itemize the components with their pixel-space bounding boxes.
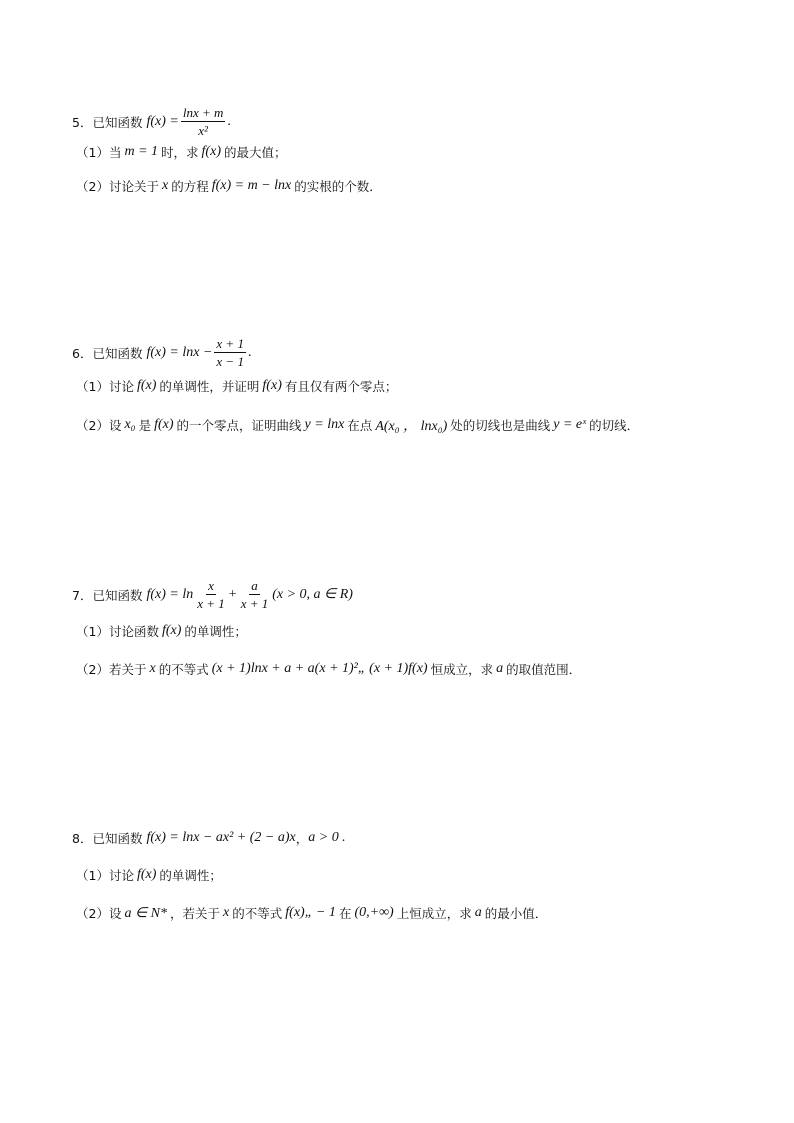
problem-7-part-2 <box>76 660 581 678</box>
part-text: 的单调性； <box>184 624 247 639</box>
part-text: 若关于 <box>108 662 147 677</box>
part-math: (x + 1)lnx + a + a(x + 1)²„ (x + 1)f(x) <box>211 661 428 676</box>
part-text: 有且仅有两个零点； <box>284 379 398 394</box>
part-text: 的一个零点，证明曲线 <box>176 418 302 433</box>
problem-5-part-2 <box>76 177 382 195</box>
separator: ， <box>295 831 309 846</box>
problem-intro: 已知函数 <box>92 587 143 603</box>
part-label: （2） <box>76 179 109 194</box>
problem-6-statement <box>72 336 251 369</box>
problem-6-part-1 <box>76 377 397 395</box>
problem-number: 7． <box>72 587 93 603</box>
part-math: x₀ <box>124 417 136 432</box>
part-label: （2） <box>76 906 109 921</box>
function-definition: f(x) = lnx − ax² + (2 − a)x <box>146 830 296 845</box>
part-label: （1） <box>76 624 109 639</box>
part-text: 设 <box>108 418 122 433</box>
part-text: 当 <box>108 145 122 160</box>
part-text: ，若关于 <box>170 906 221 921</box>
problem-intro: 已知函数 <box>92 114 143 130</box>
fraction-denominator: x + 1 <box>240 596 269 611</box>
part-math: a <box>496 661 504 676</box>
part-label: （1） <box>76 868 109 883</box>
part-label: （1） <box>76 379 109 394</box>
part-text: 是 <box>138 418 152 433</box>
part-label: （1） <box>76 145 109 160</box>
part-math: m = 1 <box>124 144 159 159</box>
part-text: 的实根的个数． <box>294 179 382 194</box>
part-math: y = eˣ <box>553 417 587 432</box>
problem-number: 5． <box>72 114 93 130</box>
part-text: 讨论函数 <box>108 624 159 639</box>
problem-8-part-1 <box>76 866 222 884</box>
problem-intro: 已知函数 <box>92 345 143 361</box>
problem-intro: 已知函数 <box>92 831 143 846</box>
part-text: 的单调性，并证明 <box>159 379 260 394</box>
fraction-denominator: x − 1 <box>216 354 244 369</box>
part-text: 的最大值； <box>223 145 287 160</box>
part-math: f(x) <box>154 417 174 432</box>
part-math: f(x)„ − 1 <box>285 905 336 920</box>
problem-number: 8． <box>72 831 93 846</box>
part-text: 讨论关于 <box>108 179 159 194</box>
part-text: 讨论 <box>108 868 134 883</box>
part-math: f(x) <box>161 623 182 638</box>
statement-end: . <box>247 344 252 360</box>
part-text: 的最小值． <box>484 906 548 921</box>
fraction-numerator: lnx + m <box>182 105 224 120</box>
fraction <box>214 336 246 369</box>
part-math: f(x) <box>136 378 157 393</box>
part-label: （2） <box>76 662 109 677</box>
function-lhs: f(x) = lnx − <box>146 344 213 360</box>
part-text: 的不等式 <box>158 662 209 677</box>
fraction <box>195 578 227 611</box>
part-text: 处的切线也是曲线 <box>450 418 551 433</box>
part-text: 设 <box>108 906 122 921</box>
part-text: 上恒成立，求 <box>396 906 472 921</box>
problem-8-statement <box>72 829 345 847</box>
part-math: f(x) <box>136 867 157 882</box>
part-math: f(x) <box>262 378 282 393</box>
part-text: 的不等式 <box>232 906 283 921</box>
problem-5-statement <box>72 105 231 138</box>
part-label: （2） <box>76 418 109 433</box>
part-text: 在 <box>338 906 352 921</box>
fraction-denominator: x + 1 <box>197 596 225 611</box>
fraction-denominator: x² <box>198 123 208 138</box>
part-text: 时，求 <box>161 145 199 160</box>
plus-sign: + <box>228 586 237 602</box>
part-text: 的切线． <box>589 418 640 433</box>
part-math: a ∈ N* <box>124 905 168 921</box>
part-math: x <box>161 178 169 193</box>
function-lhs: f(x) = <box>146 113 179 129</box>
fraction-numerator: a <box>251 578 258 593</box>
domain-condition: (x > 0, a ∈ R) <box>272 587 353 602</box>
part-text: 恒成立，求 <box>430 662 494 677</box>
statement-end: . <box>341 830 346 845</box>
part-text: 在点 <box>347 418 373 433</box>
part-text: 的方程 <box>171 179 209 194</box>
fraction-numerator: x <box>208 578 214 593</box>
part-math: x <box>223 905 230 920</box>
parameter-condition: a > 0 <box>308 830 339 845</box>
problem-number: 6． <box>72 345 93 361</box>
problem-7-statement <box>72 578 353 611</box>
fraction-numerator: x + 1 <box>216 336 244 351</box>
problem-5-part-1 <box>76 143 287 161</box>
part-math: y = lnx <box>304 417 345 432</box>
statement-end: . <box>227 113 231 129</box>
part-text: 的取值范围． <box>506 662 582 677</box>
part-text: 讨论 <box>108 379 134 394</box>
problem-8-part-2 <box>76 904 547 922</box>
part-math: f(x) <box>201 144 221 159</box>
part-math: x <box>149 661 156 676</box>
part-math: A(x₀ ， lnx₀) <box>375 419 448 434</box>
problem-7-part-1 <box>76 622 247 640</box>
part-math: a <box>474 905 482 920</box>
part-math: f(x) = m − lnx <box>211 178 292 193</box>
fraction <box>181 105 226 138</box>
part-math: (0,+∞) <box>354 905 394 920</box>
function-lhs: f(x) = ln <box>146 586 194 602</box>
fraction-2 <box>239 578 271 611</box>
part-text: 的单调性； <box>159 868 222 883</box>
problem-6-part-2 <box>76 415 639 435</box>
